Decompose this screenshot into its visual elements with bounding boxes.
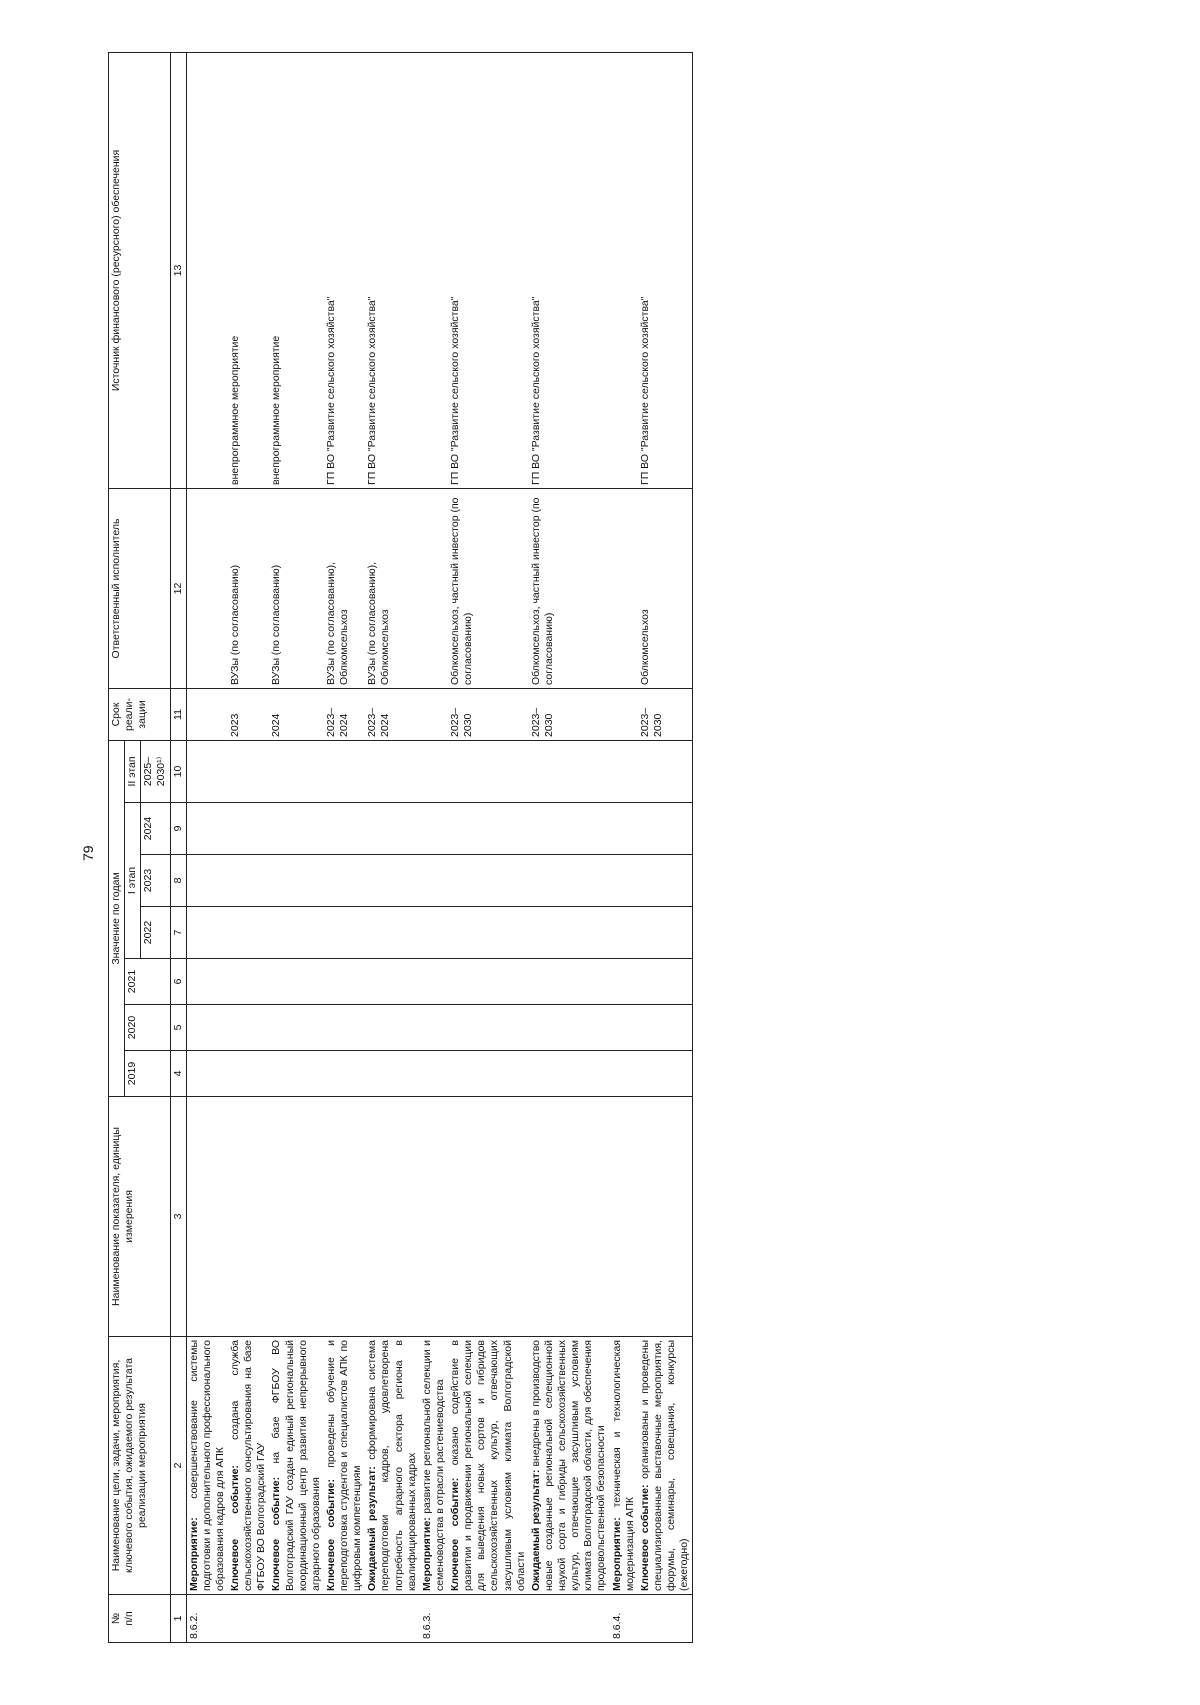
row-indicator: [186, 1097, 228, 1337]
row-value: [448, 1005, 529, 1051]
row-indicator: [610, 1097, 638, 1337]
row-term: [610, 688, 638, 740]
row-value: [269, 1005, 324, 1051]
row-description: [638, 1337, 693, 1595]
row-value: [610, 1005, 638, 1051]
row-value: [269, 907, 324, 959]
row-text: техническая и технологическая модернизация АПК: [610, 1340, 636, 1591]
column-number: 12: [170, 488, 186, 688]
row-source: ГП ВО "Развитие сельского хозяйства": [529, 52, 610, 488]
page-number: 79: [80, 845, 96, 861]
row-value: [529, 907, 610, 959]
row-value: [610, 907, 638, 959]
row-value: [448, 803, 529, 855]
row-description: [420, 1337, 448, 1595]
row-text: развитие региональной селекции и семеноводства в отрасли растениеводства: [420, 1340, 446, 1591]
header-term: Срок реали- зации: [109, 688, 171, 740]
row-value: [228, 959, 269, 1005]
header-num: № п/п: [109, 1595, 171, 1643]
row-value: [638, 907, 693, 959]
row-value: [610, 740, 638, 802]
row-label: Ключевое событие:: [324, 1478, 337, 1591]
row-value: [420, 959, 448, 1005]
row-number: [448, 1595, 529, 1643]
row-value: [365, 803, 420, 855]
table-row: [610, 52, 638, 1642]
column-number: 10: [170, 740, 186, 802]
row-executor: ВУЗы (по согласованию), Облкомсельхоз: [365, 488, 420, 688]
row-term: 2023– 2030: [448, 688, 529, 740]
row-executor: [186, 488, 228, 688]
row-description: [448, 1337, 529, 1595]
row-value: [529, 740, 610, 802]
row-value: [448, 740, 529, 802]
column-number: 5: [170, 1005, 186, 1051]
table-body: [186, 52, 693, 1642]
row-number: [228, 1595, 269, 1643]
row-number: 8.6.4.: [610, 1595, 638, 1643]
row-text: организованы и проведены специализированные выставочные мероприятия, форумы, семинары, совещания, конкурсы (ежегодно): [638, 1340, 691, 1591]
row-text: совершенствование системы подготовки и дополнительного профессионального образования кадров для АПК: [187, 1340, 226, 1591]
header-name: Наименование цели, задачи, мероприятия, ключевого события, ожидаемого результата реализации мероприятия: [109, 1337, 171, 1595]
row-value: [610, 803, 638, 855]
row-value: [228, 1005, 269, 1051]
row-value: [365, 1051, 420, 1097]
row-value: [186, 740, 228, 802]
column-number: 4: [170, 1051, 186, 1097]
header-year-2019: 2019: [125, 1051, 170, 1097]
row-value: [638, 1005, 693, 1051]
row-text: на базе ФГБОУ ВО Волгоградский ГАУ создан единый региональный координационный центр развития непрерывного аграрного образования: [270, 1340, 322, 1591]
table-row: [420, 52, 448, 1642]
row-indicator: [420, 1097, 448, 1337]
row-text: внедрены в производство новые созданные региональной селекционной наукой сорта и гибриды сельскохозяйственных культур, отвечающие засушливым условиям климата Волгоградской области, для обеспечения продовольственной безопасности: [529, 1340, 608, 1591]
column-number: 9: [170, 803, 186, 855]
row-value: [420, 907, 448, 959]
row-label: Мероприятие:: [610, 1517, 623, 1591]
row-value: [324, 740, 365, 802]
header-executor: Ответственный исполнитель: [109, 488, 171, 688]
column-number: 3: [170, 1097, 186, 1337]
column-number: 6: [170, 959, 186, 1005]
row-label: Ключевое событие:: [229, 1465, 241, 1591]
row-indicator: [529, 1097, 610, 1337]
row-term: [420, 688, 448, 740]
row-value: [448, 907, 529, 959]
table-row: [324, 52, 365, 1642]
row-label: Ключевое событие:: [449, 1477, 461, 1591]
row-indicator: [448, 1097, 529, 1337]
row-term: 2023– 2024: [365, 688, 420, 740]
row-value: [420, 1051, 448, 1097]
row-executor: ВУЗы (по согласованию), Облкомсельхоз: [324, 488, 365, 688]
row-value: [638, 803, 693, 855]
row-value: [269, 855, 324, 907]
row-term: 2024: [269, 688, 324, 740]
row-value: [186, 907, 228, 959]
row-value: [420, 740, 448, 802]
row-number: [638, 1595, 693, 1643]
row-value: [324, 1005, 365, 1051]
row-source: ГП ВО "Развитие сельского хозяйства": [448, 52, 529, 488]
row-description: [269, 1337, 324, 1595]
row-term: 2023– 2024: [324, 688, 365, 740]
header-year-2020: 2020: [125, 1005, 170, 1051]
header-stage-1: I этап: [125, 803, 141, 959]
row-label: Ожидаемый результат:: [529, 1469, 542, 1591]
row-value: [228, 855, 269, 907]
table-row: [448, 52, 529, 1642]
row-value: [324, 959, 365, 1005]
row-source: [610, 52, 638, 488]
header-year-2024: 2024: [141, 803, 170, 855]
row-description: [228, 1337, 269, 1595]
row-executor: [610, 488, 638, 688]
row-executor: Облкомсельхоз: [638, 488, 693, 688]
row-value: [365, 907, 420, 959]
row-value: [420, 1005, 448, 1051]
column-number: 11: [170, 688, 186, 740]
row-value: [610, 855, 638, 907]
row-text: сформирована система переподготовки кадров, удовлетворена потребность аграрного сектора региона в квалифицированных кадрах: [366, 1340, 418, 1591]
row-value: [269, 959, 324, 1005]
row-term: [186, 688, 228, 740]
row-source: ГП ВО "Развитие сельского хозяйства": [324, 52, 365, 488]
row-term: 2023: [228, 688, 269, 740]
row-label: Мероприятие:: [187, 1517, 200, 1591]
row-value: [529, 855, 610, 907]
row-value: [448, 855, 529, 907]
column-number: 13: [170, 52, 186, 488]
row-value: [638, 1051, 693, 1097]
column-number: 2: [170, 1337, 186, 1595]
row-value: [269, 740, 324, 802]
row-text: оказано содействие в развитии и продвижении региональной селекции для выведения новых сортов и гибридов сельскохозяйственных культур, отвечающих засушливым условиям климата Волгоградской области: [449, 1340, 527, 1591]
row-indicator: [638, 1097, 693, 1337]
row-source: ГП ВО "Развитие сельского хозяйства": [365, 52, 420, 488]
header-year-2022: 2022: [141, 907, 170, 959]
row-value: [529, 803, 610, 855]
row-value: [324, 855, 365, 907]
row-description: [529, 1337, 610, 1595]
row-number: [269, 1595, 324, 1643]
row-value: [324, 803, 365, 855]
row-indicator: [269, 1097, 324, 1337]
row-value: [228, 1051, 269, 1097]
row-number: 8.6.2.: [186, 1595, 228, 1643]
row-executor: Облкомсельхоз, частный инвестор (по согласованию): [529, 488, 610, 688]
row-number: [324, 1595, 365, 1643]
row-indicator: [228, 1097, 269, 1337]
row-value: [365, 1005, 420, 1051]
row-label: Ключевое событие:: [270, 1476, 283, 1591]
row-indicator: [324, 1097, 365, 1337]
table-row: [228, 52, 269, 1642]
header-year-2025-2030: 2025– 2030¹⁾: [141, 740, 170, 802]
row-executor: ВУЗы (по согласованию): [228, 488, 269, 688]
row-text: создана служба сельскохозяйственного консультирования на базе ФГБОУ ВО Волгоградский ГАУ: [229, 1340, 268, 1591]
program-table: [108, 52, 693, 1643]
row-value: [610, 959, 638, 1005]
header-values-group: Значение по годам: [109, 740, 125, 1096]
row-executor: [420, 488, 448, 688]
row-value: [186, 959, 228, 1005]
header-year-2023: 2023: [141, 855, 170, 907]
row-label: Мероприятие:: [420, 1517, 433, 1591]
row-value: [228, 803, 269, 855]
row-value: [448, 959, 529, 1005]
row-source: [420, 52, 448, 488]
header-indicator: Наименование показателя, единицы измерения: [109, 1097, 171, 1337]
row-source: внепрограммное мероприятие: [228, 52, 269, 488]
table-row: [638, 52, 693, 1642]
row-label: Ключевое событие:: [638, 1484, 651, 1591]
row-value: [186, 1005, 228, 1051]
row-text: проведены обучение и переподготовка студентов и специалистов АПК по цифровым компетенциям: [324, 1340, 364, 1591]
row-description: [324, 1337, 365, 1595]
row-number: [365, 1595, 420, 1643]
row-value: [186, 855, 228, 907]
row-value: [420, 803, 448, 855]
row-value: [269, 803, 324, 855]
row-value: [448, 1051, 529, 1097]
row-value: [638, 959, 693, 1005]
column-number: 8: [170, 855, 186, 907]
row-description: [186, 1337, 228, 1595]
row-value: [529, 959, 610, 1005]
row-source: внепрограммное мероприятие: [269, 52, 324, 488]
row-executor: ВУЗы (по согласованию): [269, 488, 324, 688]
column-number: 1: [170, 1595, 186, 1643]
row-indicator: [365, 1097, 420, 1337]
table-row: [269, 52, 324, 1642]
row-executor: Облкомсельхоз, частный инвестор (по согласованию): [448, 488, 529, 688]
row-source: ГП ВО "Развитие сельского хозяйства": [638, 52, 693, 488]
row-term: 2023– 2030: [638, 688, 693, 740]
column-number-row: [170, 52, 186, 1642]
row-value: [324, 907, 365, 959]
row-description: [365, 1337, 420, 1595]
row-value: [529, 1051, 610, 1097]
row-number: [529, 1595, 610, 1643]
table-row: [529, 52, 610, 1642]
row-value: [269, 1051, 324, 1097]
header-source: Источник финансового (ресурсного) обеспечения: [109, 52, 171, 488]
row-value: [228, 907, 269, 959]
row-description: [610, 1337, 638, 1595]
row-value: [529, 1005, 610, 1051]
row-term: 2023– 2030: [529, 688, 610, 740]
row-value: [365, 740, 420, 802]
row-value: [638, 855, 693, 907]
row-source: [186, 52, 228, 488]
row-label: Ожидаемый результат:: [366, 1466, 379, 1591]
header-year-2021: 2021: [125, 959, 170, 1005]
header-stage-2: II этап: [125, 740, 141, 802]
row-value: [365, 855, 420, 907]
row-value: [324, 1051, 365, 1097]
column-number: 7: [170, 907, 186, 959]
row-value: [186, 1051, 228, 1097]
row-value: [228, 740, 269, 802]
table-row: [365, 52, 420, 1642]
row-value: [420, 855, 448, 907]
row-value: [186, 803, 228, 855]
row-value: [638, 740, 693, 802]
table-row: [186, 52, 228, 1642]
row-value: [365, 959, 420, 1005]
row-value: [610, 1051, 638, 1097]
row-number: 8.6.3.: [420, 1595, 448, 1643]
